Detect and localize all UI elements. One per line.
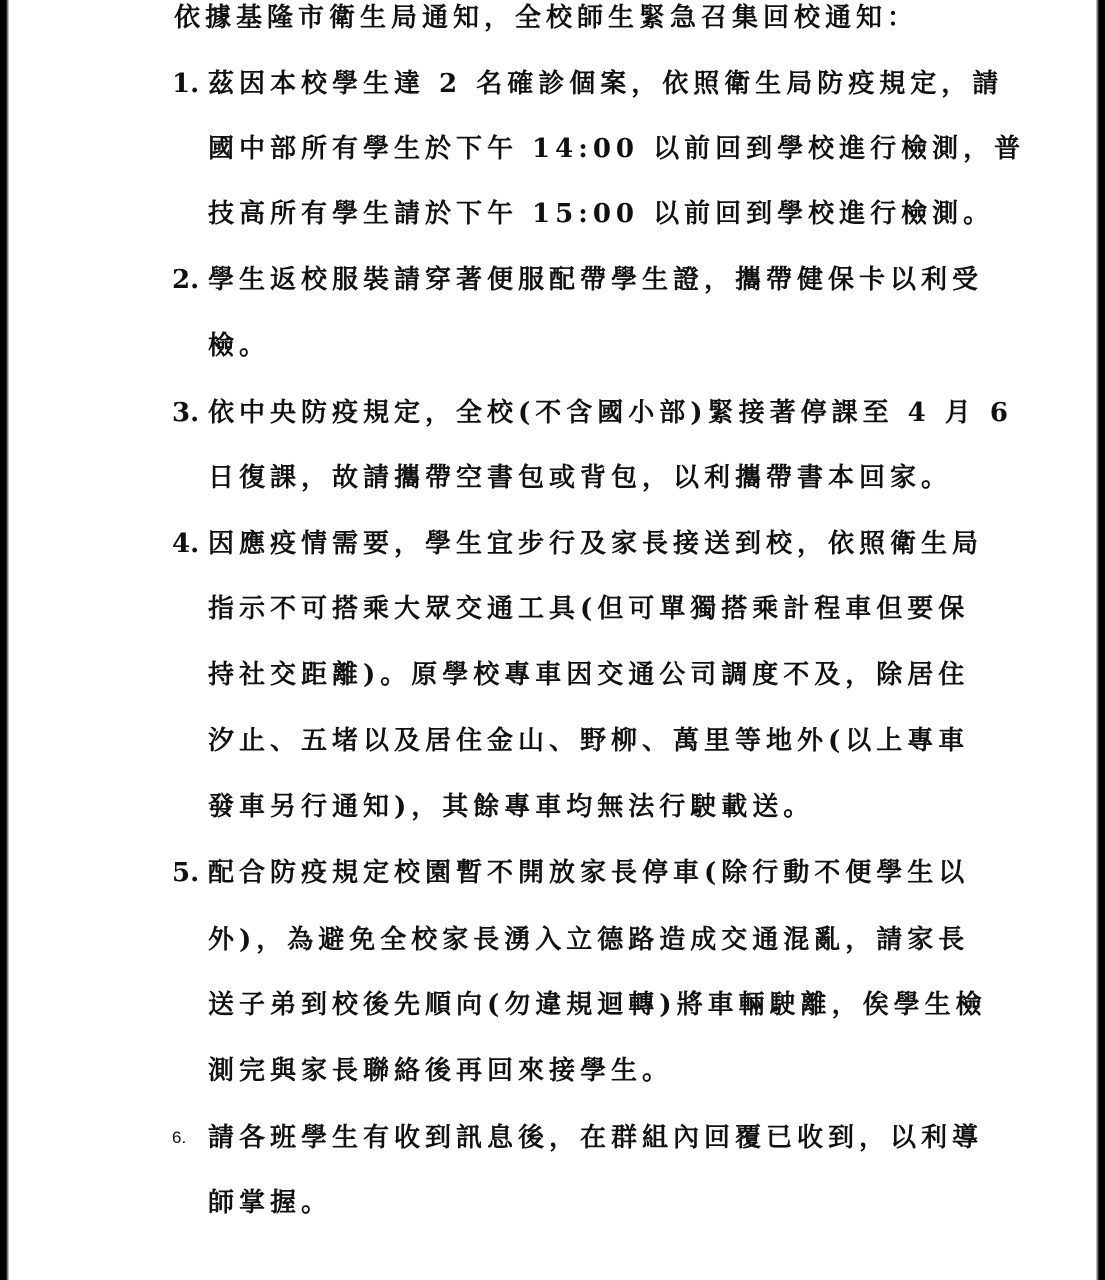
item-line: 茲因本校學生達 2 名確診個案，依照衛生局防疫規定，請: [208, 69, 1004, 99]
item-line: 請各班學生有收到訊息後，在群組內回覆已收到，以利導: [208, 1123, 984, 1153]
item-number: 1.: [172, 69, 200, 99]
item-number: 5.: [172, 858, 200, 888]
item-line: 依中央防疫規定，全校(不含國小部)緊接著停課至 4 月 6: [208, 398, 1013, 428]
item-line: 日復課，故請攜帶空書包或背包，以利攜帶書本回家。: [208, 463, 953, 493]
notice-intro: 依據基隆市衛生局通知，全校師生緊急召集回校通知：: [174, 3, 919, 33]
item-number: 3.: [172, 398, 200, 428]
item-line: 檢。: [208, 331, 271, 361]
item-line: 送子弟到校後先順向(勿違規迴轉)將車輛駛離，俟學生檢: [208, 990, 987, 1020]
item-line: 國中部所有學生於下午 14:00 以前回到學校進行檢測，普: [208, 134, 1026, 164]
item-line: 學生返校服裝請穿著便服配帶學生證，攜帶健保卡以利受: [208, 265, 984, 295]
item-line: 師掌握。: [208, 1188, 333, 1218]
item-line: 外)，為避免全校家長湧入立德路造成交通混亂，請家長: [208, 925, 970, 955]
item-number: 6.: [172, 1128, 187, 1147]
item-line: 技高所有學生請於下午 15:00 以前回到學校進行檢測。: [208, 199, 995, 229]
item-line: 發車另行通知)，其餘專車均無法行駛載送。: [208, 792, 815, 822]
item-line: 配合防疫規定校園暫不開放家長停車(除行動不便學生以: [208, 858, 970, 888]
item-number: 2.: [172, 265, 200, 295]
item-line: 因應疫情需要，學生宜步行及家長接送到校，依照衛生局: [208, 529, 984, 559]
item-line: 持社交距離)。原學校專車因交通公司調度不及，除居住: [208, 660, 970, 690]
item-number: 4.: [172, 529, 200, 559]
item-line: 指示不可搭乘大眾交通工具(但可單獨搭乘計程車但要保: [208, 594, 970, 624]
item-line: 測完與家長聯絡後再回來接學生。: [208, 1056, 674, 1086]
item-line: 汐止、五堵以及居住金山、野柳、萬里等地外(以上專車: [208, 726, 970, 756]
